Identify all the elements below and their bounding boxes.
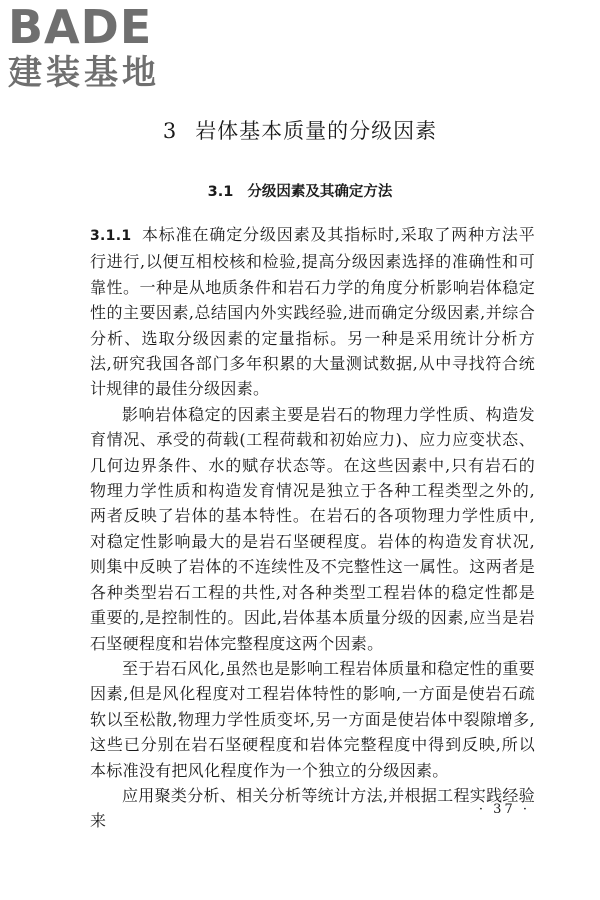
paragraph-1-text: 本标准在确定分级因素及其指标时,采取了两种方法平行进行,以便互相校核和检验,提高分级因素选择的准确性和可靠性。一种是从地质条件和岩石力学的角度分析影响岩体稳定性的主要因素,总结国内外实践经验,进而确定分级因素,并综合分析、选取分级因素的定量指标。另一种是采用统计分析方法,研究我国各部门多年积累的大量测试数据,从中寻找符合统计规律的最佳分级因素。	[90, 225, 535, 399]
paragraph-1	[90, 222, 535, 402]
chapter-number: 3	[162, 119, 178, 143]
section-number: 3.1	[207, 184, 234, 200]
section-title-text: 分级因素及其确定方法	[247, 184, 393, 200]
chapter-title-text: 岩体基本质量的分级因素	[195, 119, 438, 143]
section-title	[0, 181, 600, 203]
paragraph-4: 应用聚类分析、相关分析等统计方法,并根据工程实践经验来	[90, 785, 535, 831]
logo	[8, 2, 183, 92]
clause-number: 3.1.1	[90, 228, 132, 244]
logo-subtitle: 建装基地	[8, 53, 160, 93]
paragraph-2: 影响岩体稳定的因素主要是岩石的物理力学性质、构造发育情况、承受的荷载(工程荷载和初始应力)、应力应变状态、几何边界条件、水的赋存状态等。在这些因素中,只有岩石的物理力学性质和构造发育情况是独立于各种工程类型之外的,两者反映了岩体的基本特性。在岩石的各项物理力学性质中,对稳定性影响最大的是岩石坚硬程度。岩体的构造发育状况,则集中反映了岩体的不连续性及不完整性这一属性。这两者是各种类型岩石工程的共性,对各种类型工程岩体的稳定性都是重要的,是控制性的。因此,岩体基本质量分级的因素,应当是岩石坚硬程度和岩体完整程度这两个因素。	[90, 404, 535, 653]
logo-brand: BADE	[8, 0, 153, 54]
body-text	[90, 222, 535, 834]
paragraph-3: 至于岩石风化,虽然也是影响工程岩体质量和稳定性的重要因素,但是风化程度对工程岩体特性的影响,一方面是使岩石疏软以至松散,物理力学性质变坏,另一方面是使岩体中裂隙增多,这些已分别在岩石坚硬程度和岩体完整程度中得到反映,所以本标准没有把风化程度作为一个独立的分级因素。	[90, 658, 535, 780]
chapter-title	[0, 116, 600, 146]
page-number: · 37 ·	[478, 802, 530, 817]
